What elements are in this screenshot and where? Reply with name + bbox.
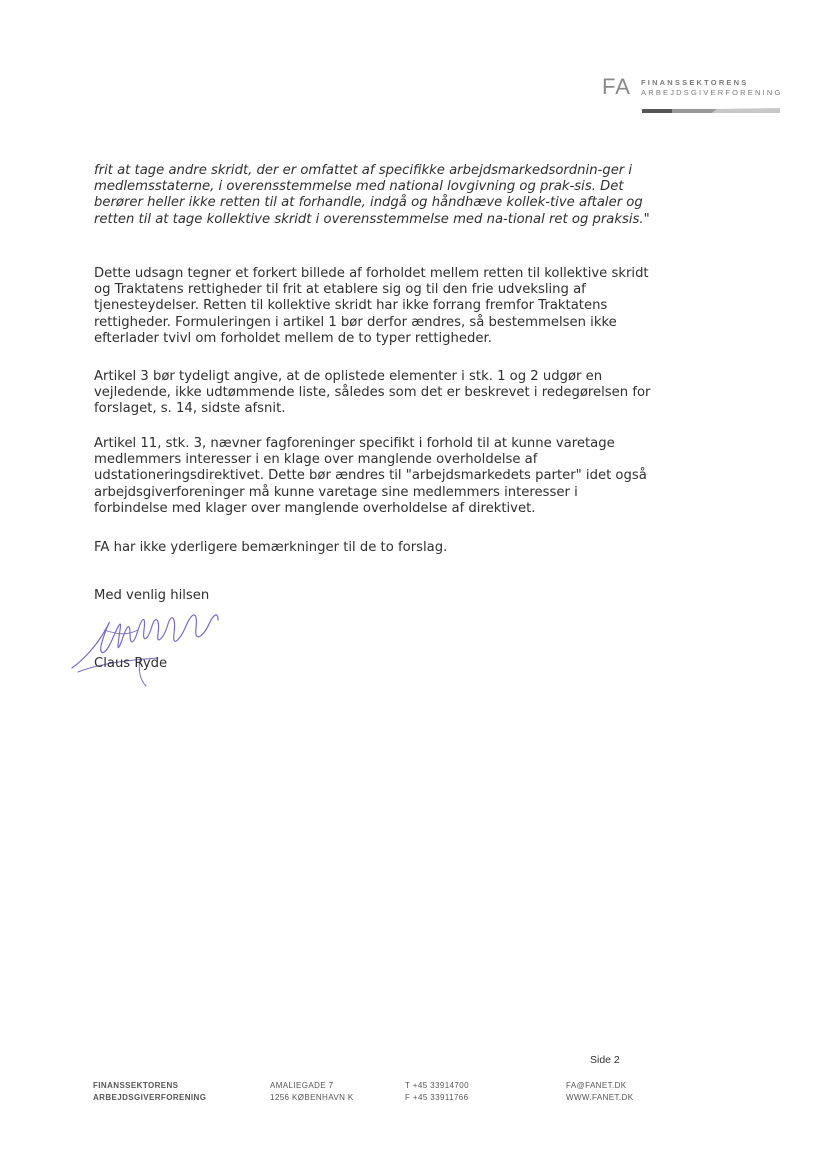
footer-org-line-2: ARBEJDSGIVERFORENING — [93, 1093, 207, 1102]
footer-address-line-2: 1256 KØBENHAVN K — [270, 1093, 354, 1102]
footer-fax: F +45 33911766 — [405, 1093, 469, 1102]
footer-address-line-1: AMALIEGADE 7 — [270, 1081, 334, 1090]
signer-name: Claus Ryde — [94, 656, 168, 671]
quote-paragraph — [94, 163, 654, 228]
quote-text: frit at tage andre skridt, der er omfattet af specifikke arbejdsmarkedsordnin-ger i medlemsstaterne, i overensstemmelse med national lovgivning og prak-sis. Det berører heller ikke retten til at forhandle, indgå og håndhæve kollek-tive aftaler og retten til at tage kollektive skridt i overensstemmelse med na-tional ret og praksis." — [94, 163, 650, 227]
footer-phone: T +45 33914700 — [405, 1081, 469, 1090]
logo-bar-graphic — [642, 108, 780, 114]
footer-phone-fax — [405, 1080, 469, 1104]
footer-website[interactable]: WWW.FANET.DK — [566, 1093, 634, 1102]
footer-email[interactable]: FA@FANET.DK — [566, 1081, 627, 1090]
closing-salutation: Med venlig hilsen — [94, 588, 210, 603]
paragraph-1 — [94, 266, 654, 347]
paragraph-2 — [94, 369, 654, 418]
page-number: Side 2 — [590, 1054, 620, 1066]
paragraph-4 — [94, 540, 654, 556]
footer-org-line-1: FINANSSEKTORENS — [93, 1081, 179, 1090]
footer-organization — [93, 1080, 206, 1104]
paragraph-1-text: Dette udsagn tegner et forkert billede af forholdet mellem retten til kollektive skridt og Traktatens rettigheder til frit at etablere sig og til den frie udveksling af tjenesteydelser. Retten til kollektive skridt har ikke forrang fremfor Traktatens rettigheder. Formuleringen i artikel 1 bør derfor ændres, så bestemmelsen ikke efterlader tvivl om forholdet mellem de to typer rettigheder. — [94, 266, 649, 346]
fa-logo — [602, 74, 792, 124]
logo-mark: FA — [602, 74, 631, 99]
paragraph-2-text: Artikel 3 bør tydeligt angive, at de oplistede elementer i stk. 1 og 2 udgør en vejledende, ikke udtømmende liste, således som det er beskrevet i redegørelsen for forslaget, s. 14, sidste afsnit. — [94, 369, 651, 417]
handwritten-signature — [68, 600, 238, 690]
footer-address — [270, 1080, 354, 1104]
logo-line-2: ARBEJDSGIVERFORENING — [641, 88, 783, 97]
paragraph-3-text: Artikel 11, stk. 3, nævner fagforeninger specifikt i forhold til at kunne varetage medlemmers interesser i en klage over manglende overholdelse af udstationeringsdirektivet. Dette bør ændres til "arbejdsmarkedets parter" idet også arbejdsgiverforeninger må kunne varetage sine medlemmers interesser i forbindelse med klager over manglende overholdelse af direktivet. — [94, 436, 647, 516]
logo-line-1: FINANSSEKTORENS — [641, 78, 749, 87]
footer-contact — [566, 1080, 633, 1104]
paragraph-3 — [94, 436, 654, 517]
paragraph-4-text: FA har ikke yderligere bemærkninger til de to forslag. — [94, 540, 448, 555]
